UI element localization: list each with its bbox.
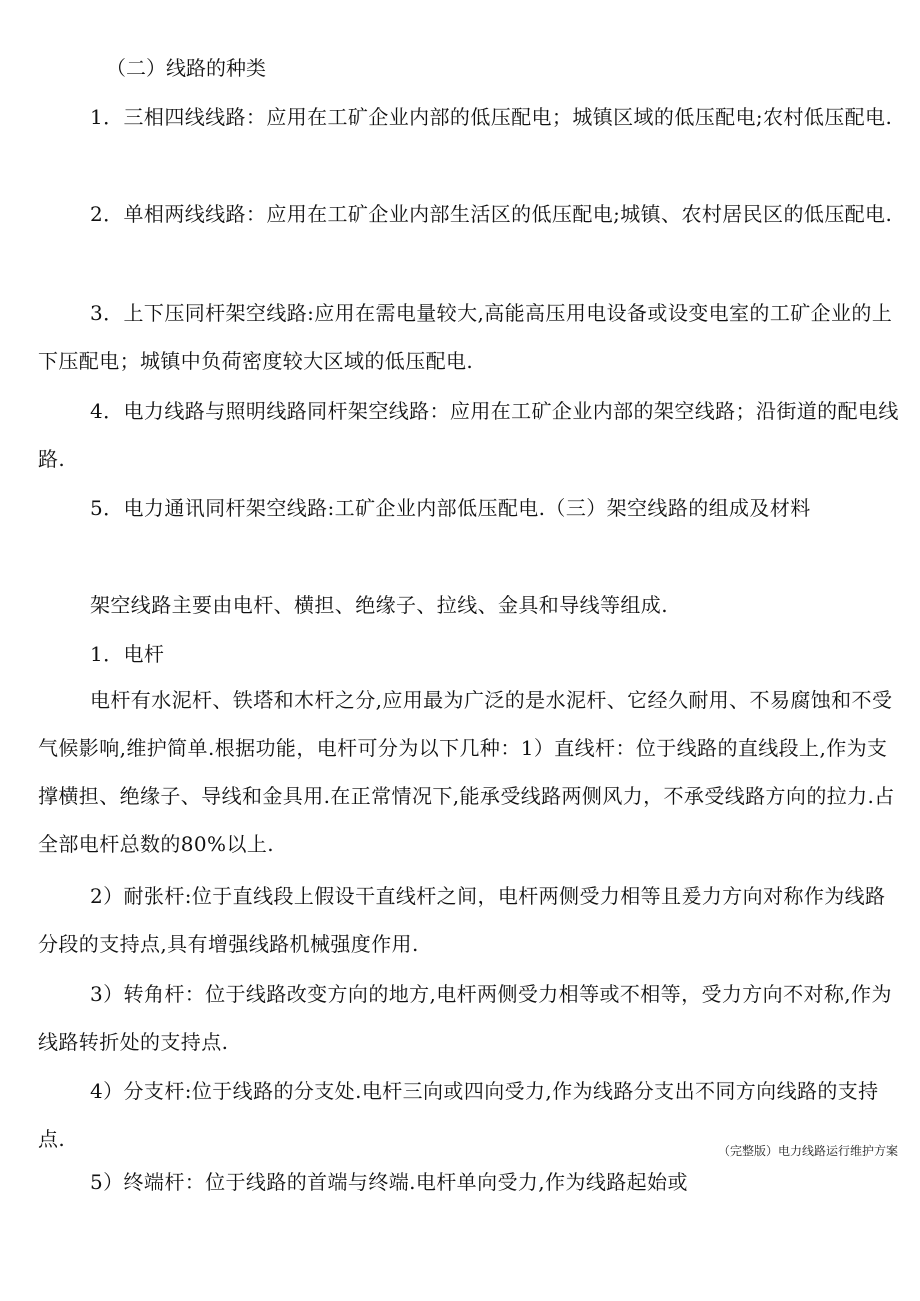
paragraph-10: 3）转角杆：位于线路改变方向的地方,电杆两侧受力相等或不相等，受力方向不对称,作为线路转折处的支持点. (38, 982, 892, 1054)
paragraph-5: 5．电力通讯同杆架空线路:工矿企业内部低压配电.（三）架空线路的组成及材料 (90, 496, 811, 520)
section-heading: （二）线路的种类 (106, 56, 266, 80)
paragraph-4: 4．电力线路与照明线路同杆架空线路：应用在工矿企业内部的架空线路；沿街道的配电线路. (38, 399, 899, 471)
paragraph-1: 1．三相四线线路：应用在工矿企业内部的低压配电；城镇区域的低压配电;农村低压配电. (90, 105, 893, 129)
paragraph-2: 2．单相两线线路：应用在工矿企业内部生活区的低压配电;城镇、农村居民区的低压配电. (90, 202, 893, 226)
paragraph-11: 4）分支杆:位于线路的分支处.电杆三向或四向受力,作为线路分支出不同方向线路的支持点. (38, 1079, 879, 1151)
paragraph-8: 电杆有水泥杆、铁塔和木杆之分,应用最为广泛的是水泥杆、它经久耐用、不易腐蚀和不受气候影响,维护简单.根据功能，电杆可分为以下几种：1）直线杆：位于线路的直线段上,作为支撑横担、绝缘子、导线和金具用.在正常情况下,能承受线路两侧风力，不承受线路方向的拉力.占全部电杆总数的80%以上. (38, 688, 895, 856)
paragraph-9: 2）耐张杆:位于直线段上假设干直线杆之间，电杆两侧受力相等且爰力方向对称作为线路分段的支持点,具有增强线路机械强度作用. (38, 884, 886, 956)
paragraph-7: 1．电杆 (90, 642, 165, 666)
page-footer-title: （完整版）电力线路运行维护方案 (717, 1144, 898, 1158)
paragraph-6: 架空线路主要由电杆、横担、绝缘子、拉线、金具和导线等组成. (90, 593, 668, 617)
paragraph-12: 5）终端杆：位于线路的首端与终端.电杆单向受力,作为线路起始或 (90, 1170, 688, 1194)
paragraph-3: 3．上下压同杆架空线路:应用在需电量较大,高能高压用电设备或设变电室的工矿企业的上下压配电；城镇中负荷密度较大区域的低压配电. (38, 301, 893, 373)
